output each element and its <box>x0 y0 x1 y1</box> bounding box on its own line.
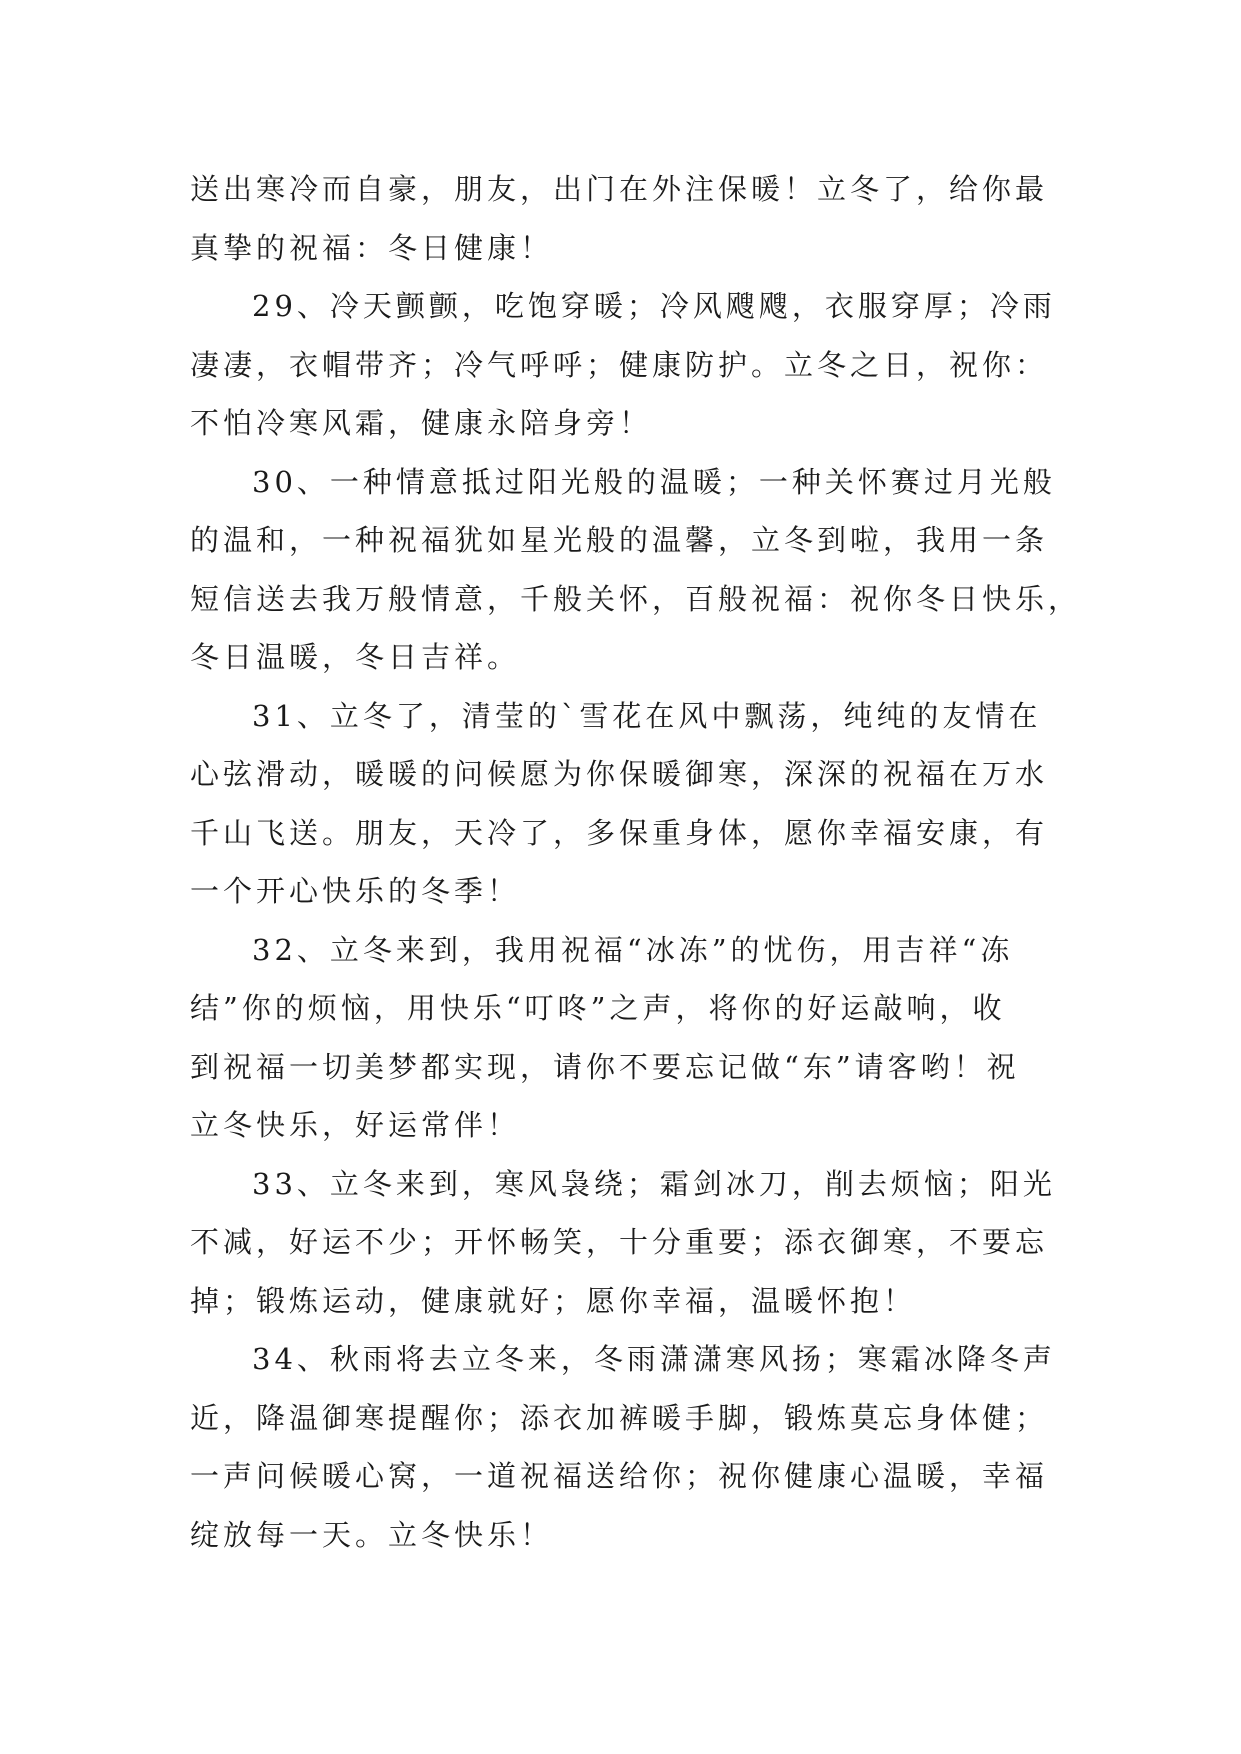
paragraph-line: 的温和，一种祝福犹如星光般的温馨，立冬到啦，我用一条 <box>190 523 1049 557</box>
paragraph-line: 心弦滑动，暖暖的问候愿为你保暖御寒，深深的祝福在万水 <box>190 757 1049 791</box>
paragraph-first-line: 33、立冬来到，寒风袅绕；霜剑冰刀，削去烦恼；阳光 <box>252 1166 1056 1201</box>
paragraph-line: 真挚的祝福：冬日健康！ <box>190 230 554 265</box>
paragraph-line: 立冬快乐，好运常伴！ <box>190 1108 521 1142</box>
paragraph-line: 冬日温暖，冬日吉祥。 <box>190 640 521 674</box>
paragraph-line: 掉；锻炼运动，健康就好；愿你幸福，温暖怀抱！ <box>190 1283 917 1318</box>
paragraph-first-line: 34、秋雨将去立冬来，冬雨潇潇寒风扬；寒霜冰降冬声 <box>252 1342 1056 1376</box>
paragraph-line: 近，降温御寒提醒你；添衣加裤暖手脚，锻炼莫忘身体健； <box>190 1400 1049 1435</box>
paragraph-first-line: 30、一种情意抵过阳光般的温暖；一种关怀赛过月光般 <box>252 464 1056 499</box>
paragraph-first-line: 32、立冬来到，我用祝福“冰冻”的忧伤，用吉祥“冻 <box>252 932 1014 967</box>
paragraph-first-line: 29、冷天颤颤，吃饱穿暖；冷风飕飕，衣服穿厚；冷雨 <box>252 289 1056 323</box>
paragraph-line: 凄凄，衣帽带齐；冷气呼呼；健康防护。立冬之日，祝你： <box>190 347 1049 382</box>
paragraph-line: 千山飞送。朋友，天冷了，多保重身体，愿你幸福安康，有 <box>190 815 1049 850</box>
paragraph-line: 绽放每一天。立冬快乐！ <box>190 1517 554 1552</box>
paragraph-line: 短信送去我万般情意，千般关怀，百般祝福：祝你冬日快乐， <box>190 581 1082 616</box>
paragraph-line: 一个开心快乐的冬季！ <box>190 874 521 908</box>
document-body <box>190 160 1082 1564</box>
paragraph-line: 结”你的烦恼，用快乐“叮咚”之声，将你的好运敲响，收 <box>190 991 1006 1025</box>
paragraph-first-line: 31、立冬了，清莹的`雪花在风中飘荡，纯纯的友情在 <box>252 698 1042 733</box>
paragraph-line: 不减，好运不少；开怀畅笑，十分重要；添衣御寒，不要忘 <box>190 1225 1049 1259</box>
paragraph-line: 一声问候暖心窝，一道祝福送给你；祝你健康心温暖，幸福 <box>190 1459 1049 1493</box>
paragraph-line: 送出寒冷而自豪，朋友，出门在外注保暖！立冬了，给你最 <box>190 172 1049 206</box>
paragraph-line: 不怕冷寒风霜，健康永陪身旁！ <box>190 406 653 440</box>
paragraph-line: 到祝福一切美梦都实现，请你不要忘记做“东”请客哟！祝 <box>190 1049 1020 1084</box>
